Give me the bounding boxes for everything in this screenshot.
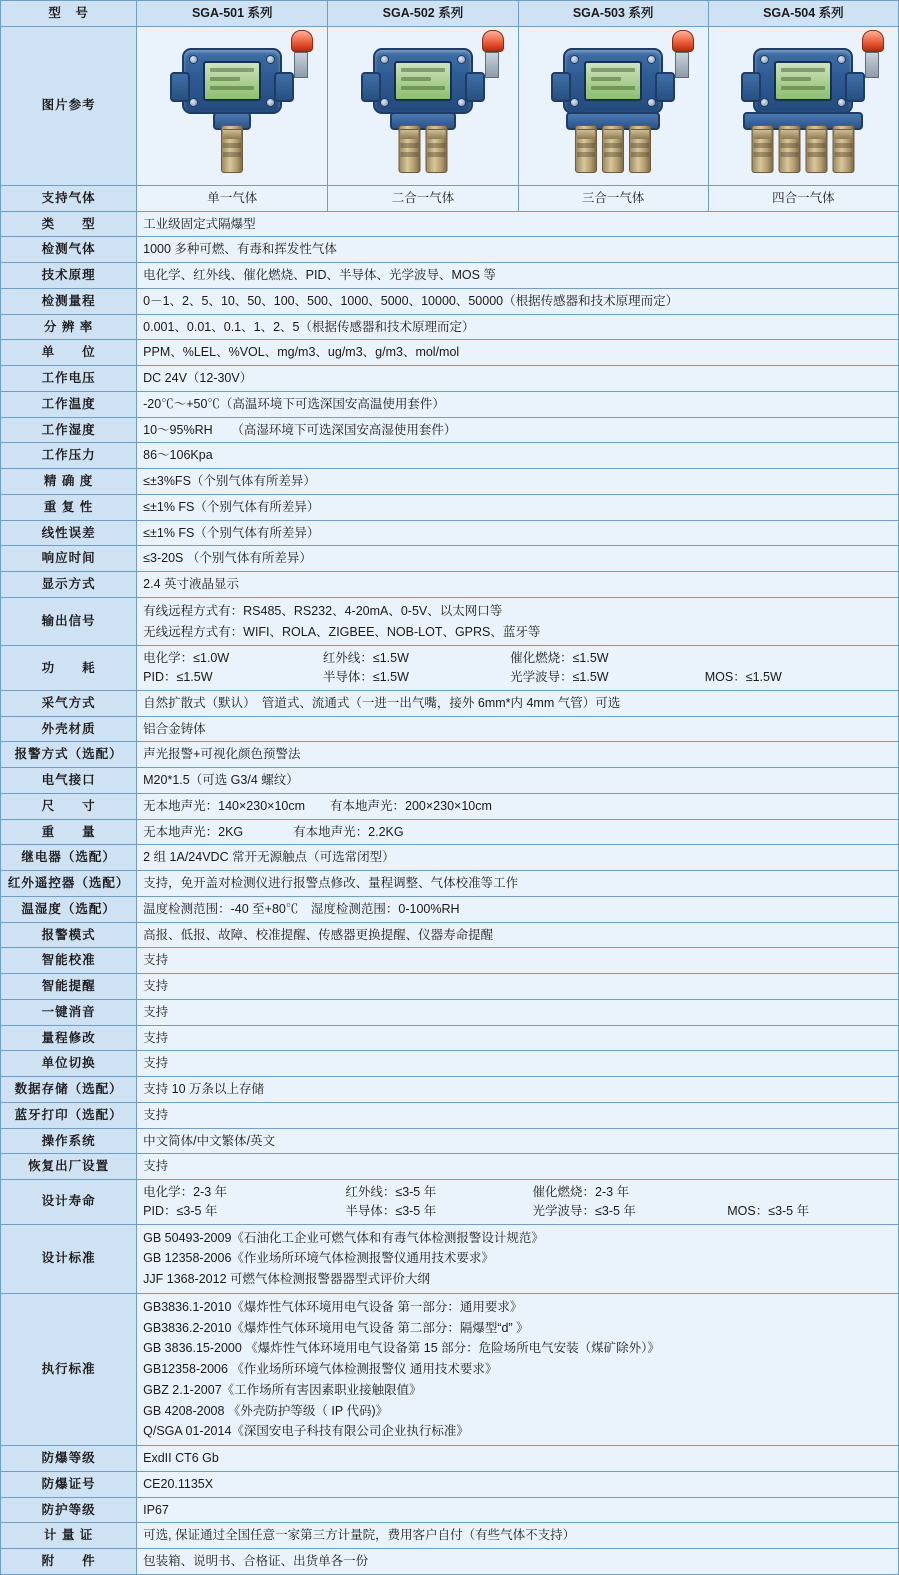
execution-standard-item: GB 3836.15-2000 《爆炸性气体环境用电气设备第 15 部分：危险场所电气安装（煤矿除外）》 [143, 1341, 660, 1356]
row-value: 10～95%RH （高湿环境下可选深国安高湿使用套件） [137, 417, 899, 443]
row-value: 支持 [137, 974, 899, 1000]
table-row-model [1, 1, 899, 27]
row-value: IP67 [137, 1497, 899, 1523]
sensor-probe [575, 125, 597, 173]
table-row [1, 1471, 899, 1497]
row-label: 蓝牙打印（选配） [1, 1102, 137, 1128]
row-value: M20*1.5（可选 G3/4 螺纹） [137, 768, 899, 794]
sensor-probe [398, 125, 420, 173]
table-row [1, 520, 899, 546]
table-row [1, 690, 899, 716]
sensor-probe-group [575, 125, 651, 173]
sensor-probe [806, 125, 828, 173]
row-value: DC 24V（12-30V） [137, 366, 899, 392]
design-standard-item: GB 50493-2009《石油化工企业可燃气体和有毒气体检测报警设计规范》 [143, 1230, 544, 1245]
row-label: 单 位 [1, 340, 137, 366]
detector-housing [182, 48, 282, 114]
table-row-design-standard [1, 1224, 899, 1293]
table-row [1, 494, 899, 520]
row-value: 0－1、2、5、10、50、100、500、1000、5000、10000、50000（根据传感器和技术原理而定） [137, 288, 899, 314]
row-value: ≤3-20S （个别气体有所差异） [137, 546, 899, 572]
row-value: 电化学、红外线、催化燃烧、PID、半导体、光学波导、MOS 等 [137, 263, 899, 289]
row-value: 可选, 保证通过全国任意一家第三方计量院，费用客户自付（有些气体不支持） [137, 1523, 899, 1549]
table-row [1, 1128, 899, 1154]
row-value: ≤±3%FS（个别气体有所差异） [137, 469, 899, 495]
row-value: CE20.1135X [137, 1471, 899, 1497]
row-value: 支持 [137, 1051, 899, 1077]
row-label-output-signal: 输出信号 [1, 597, 137, 646]
table-row [1, 572, 899, 598]
detector-housing [753, 48, 853, 114]
row-label: 单位切换 [1, 1051, 137, 1077]
table-row [1, 922, 899, 948]
row-label: 报警模式 [1, 922, 137, 948]
row-label: 防爆证号 [1, 1471, 137, 1497]
device-image-4 [708, 26, 898, 185]
gas-support-cell-3: 三合一气体 [518, 185, 708, 211]
row-label: 继电器（选配） [1, 845, 137, 871]
table-row-output-signal [1, 597, 899, 646]
power-item: 光学波导：≤1.5W [510, 670, 609, 684]
row-label: 显示方式 [1, 572, 137, 598]
row-value: -20℃～+50℃（高温环境下可选深国安高温使用套件） [137, 391, 899, 417]
mount-bracket-left [361, 72, 381, 102]
output-signal-wireless: 无线远程方式有：WIFI、ROLA、ZIGBEE、NOB-LOT、GPRS、蓝牙等 [143, 624, 541, 639]
life-item: 半导体：≤3-5 年 [345, 1203, 437, 1218]
row-label: 电气接口 [1, 768, 137, 794]
row-value: ≤±1% FS（个别气体有所差异） [137, 494, 899, 520]
life-item: 光学波导：≤3-5 年 [532, 1203, 636, 1218]
row-label: 数据存储（选配） [1, 1077, 137, 1103]
model-cell-4: SGA-504 系列 [708, 1, 898, 27]
life-item: PID：≤3-5 年 [143, 1203, 218, 1218]
mount-bracket-right [274, 72, 294, 102]
row-label-design-standard: 设计标准 [1, 1224, 137, 1293]
gas-support-cell-1: 单一气体 [137, 185, 328, 211]
table-row [1, 716, 899, 742]
row-label: 报警方式（选配） [1, 742, 137, 768]
model-cell-2: SGA-502 系列 [328, 1, 518, 27]
row-value: ≤±1% FS（个别气体有所差异） [137, 520, 899, 546]
table-row [1, 417, 899, 443]
table-row [1, 742, 899, 768]
design-standard-item: GB 12358-2006《作业场所环境气体检测报警仪通用技术要求》 [143, 1251, 494, 1266]
row-value-power [137, 646, 899, 691]
lcd-display [203, 61, 261, 101]
row-value: 无本地声光：2KG 有本地声光：2.2KG [137, 819, 899, 845]
table-row [1, 288, 899, 314]
device-image-2 [328, 26, 518, 185]
table-row [1, 974, 899, 1000]
row-label: 智能校准 [1, 948, 137, 974]
execution-standard-item: GB12358-2006 《作业场所环境气体检测报警仪 通用技术要求》 [143, 1362, 498, 1376]
design-standard-item: JJF 1368-2012 可燃气体检测报警器器型式评价大纲 [143, 1272, 431, 1286]
sensor-probe-group [221, 125, 243, 173]
row-value: PPM、%LEL、%VOL、mg/m3、ug/m3、g/m3、mol/mol [137, 340, 899, 366]
row-label: 响应时间 [1, 546, 137, 572]
power-item: 半导体：≤1.5W [322, 670, 409, 684]
life-item: 催化燃烧：2-3 年 [532, 1185, 630, 1199]
row-label: 精 确 度 [1, 469, 137, 495]
row-value: 0.001、0.01、0.1、1、2、5（根据传感器和技术原理而定） [137, 314, 899, 340]
life-item-empty [727, 1183, 892, 1202]
table-row-images [1, 26, 899, 185]
mount-bracket-left [551, 72, 571, 102]
row-label: 附 件 [1, 1549, 137, 1575]
row-value: 支持 10 万条以上存储 [137, 1077, 899, 1103]
table-row [1, 314, 899, 340]
row-value-design-life [137, 1180, 899, 1225]
life-item: MOS：≤3-5 年 [727, 1203, 810, 1218]
row-label: 重 复 性 [1, 494, 137, 520]
row-value: 86～106Kpa [137, 443, 899, 469]
sensor-probe [602, 125, 624, 173]
table-row [1, 896, 899, 922]
row-value: 声光报警+可视化颜色预警法 [137, 742, 899, 768]
gas-detector-illustration [718, 30, 888, 175]
power-item: MOS：≤1.5W [704, 670, 782, 684]
sensor-probe [833, 125, 855, 173]
table-row [1, 768, 899, 794]
row-value-output-signal [137, 597, 899, 646]
gas-detector-illustration [338, 30, 508, 175]
sensor-probe [221, 125, 243, 173]
sensor-probe [779, 125, 801, 173]
gas-support-cell-4: 四合一气体 [708, 185, 898, 211]
table-row [1, 237, 899, 263]
table-row [1, 443, 899, 469]
model-cell-1: SGA-501 系列 [137, 1, 328, 27]
row-label: 分 辨 率 [1, 314, 137, 340]
row-label: 红外遥控器（选配） [1, 871, 137, 897]
table-row-design-life [1, 1180, 899, 1225]
table-row-power [1, 646, 899, 691]
table-row [1, 999, 899, 1025]
row-value: 高报、低报、故障、校准提醒、传感器更换提醒、仪器寿命提醒 [137, 922, 899, 948]
row-label-model: 型 号 [1, 1, 137, 27]
gas-detector-illustration [147, 30, 317, 175]
mount-bracket-right [845, 72, 865, 102]
row-label-gas-support: 支持气体 [1, 185, 137, 211]
table-row [1, 819, 899, 845]
row-value: 铝合金铸体 [137, 716, 899, 742]
row-value: 支持 [137, 1025, 899, 1051]
mount-bracket-right [465, 72, 485, 102]
sensor-probe [752, 125, 774, 173]
row-label: 采气方式 [1, 690, 137, 716]
table-row [1, 546, 899, 572]
sensor-probe [629, 125, 651, 173]
table-row [1, 1446, 899, 1472]
sensor-probe [425, 125, 447, 173]
table-row-gas-support [1, 185, 899, 211]
table-row [1, 1051, 899, 1077]
row-value-execution-standard [137, 1293, 899, 1445]
alarm-lamp-icon [482, 30, 502, 74]
table-row [1, 1102, 899, 1128]
row-value: 自然扩散式（默认） 管道式、流通式（一进一出气嘴，接外 6mm*内 4mm 气管）可选 [137, 690, 899, 716]
lcd-display [774, 61, 832, 101]
row-label-design-life: 设计寿命 [1, 1180, 137, 1225]
row-value: 支持 [137, 1154, 899, 1180]
row-value: 支持 [137, 1102, 899, 1128]
output-signal-wired: 有线远程方式有：RS485、RS232、4-20mA、0-5V、以太网口等 [143, 603, 503, 618]
table-row [1, 366, 899, 392]
row-label: 尺 寸 [1, 793, 137, 819]
sensor-probe-group [752, 125, 855, 173]
mount-bracket-left [741, 72, 761, 102]
power-item: 红外线：≤1.5W [322, 651, 409, 666]
row-label: 线性误差 [1, 520, 137, 546]
row-value: 支持 [137, 948, 899, 974]
power-item-empty [705, 649, 892, 668]
table-row [1, 1497, 899, 1523]
lcd-display [394, 61, 452, 101]
row-label: 防爆等级 [1, 1446, 137, 1472]
execution-standard-item: GB3836.1-2010《爆炸性气体环境用电气设备 第一部分：通用要求》 [143, 1299, 523, 1314]
gas-support-cell-2: 二合一气体 [328, 185, 518, 211]
alarm-lamp-icon [862, 30, 882, 74]
execution-standard-item: GBZ 2.1-2007《工作场所有害因素职业接触限值》 [143, 1382, 422, 1397]
row-label: 恢复出厂设置 [1, 1154, 137, 1180]
row-label: 一键消音 [1, 999, 137, 1025]
row-label: 工作压力 [1, 443, 137, 469]
row-label: 重 量 [1, 819, 137, 845]
model-cell-3: SGA-503 系列 [518, 1, 708, 27]
device-image-3 [518, 26, 708, 185]
alarm-lamp-icon [672, 30, 692, 74]
table-row [1, 391, 899, 417]
row-label: 计 量 证 [1, 1523, 137, 1549]
gas-detector-illustration [528, 30, 698, 175]
table-row [1, 1154, 899, 1180]
row-value: ExdII CT6 Gb [137, 1446, 899, 1472]
table-row [1, 1077, 899, 1103]
row-label: 工作电压 [1, 366, 137, 392]
row-label: 技术原理 [1, 263, 137, 289]
table-row [1, 1549, 899, 1575]
row-label: 量程修改 [1, 1025, 137, 1051]
power-item: 催化燃烧：≤1.5W [510, 651, 609, 666]
row-value-design-standard [137, 1224, 899, 1293]
row-value: 2 组 1A/24VDC 常开无源触点（可选常闭型） [137, 845, 899, 871]
row-value: 中文简体/中文繁体/英文 [137, 1128, 899, 1154]
table-row [1, 1523, 899, 1549]
power-item: PID：≤1.5W [143, 670, 213, 684]
detector-housing [373, 48, 473, 114]
alarm-lamp-icon [291, 30, 311, 74]
row-value: 2.4 英寸液晶显示 [137, 572, 899, 598]
row-label: 工作湿度 [1, 417, 137, 443]
row-label: 工作温度 [1, 391, 137, 417]
table-row [1, 211, 899, 237]
life-item: 红外线：≤3-5 年 [345, 1185, 437, 1199]
sensor-probe-group [398, 125, 447, 173]
row-value: 支持 [137, 999, 899, 1025]
execution-standard-item: Q/SGA 01-2014《深国安电子科技有限公司企业执行标准》 [143, 1424, 469, 1439]
life-item: 电化学：2-3 年 [143, 1185, 228, 1199]
table-row [1, 469, 899, 495]
table-row [1, 948, 899, 974]
row-label-images: 图片参考 [1, 26, 137, 185]
detector-housing [563, 48, 663, 114]
table-row [1, 793, 899, 819]
mount-bracket-left [170, 72, 190, 102]
table-row [1, 871, 899, 897]
row-value: 1000 多种可燃、有毒和挥发性气体 [137, 237, 899, 263]
row-value: 温度检测范围：-40 至+80℃ 湿度检测范围：0-100%RH [137, 896, 899, 922]
row-label-execution-standard: 执行标准 [1, 1293, 137, 1445]
power-item: 电化学：≤1.0W [143, 651, 230, 666]
lcd-display [584, 61, 642, 101]
row-label: 防护等级 [1, 1497, 137, 1523]
row-label-power: 功 耗 [1, 646, 137, 691]
row-label: 检测量程 [1, 288, 137, 314]
row-value: 包装箱、说明书、合格证、出货单各一份 [137, 1549, 899, 1575]
row-label: 温湿度（选配） [1, 896, 137, 922]
mount-bracket-right [655, 72, 675, 102]
table-row [1, 845, 899, 871]
row-value: 支持，免开盖对检测仪进行报警点修改、量程调整、气体校准等工作 [137, 871, 899, 897]
execution-standard-item: GB 4208-2008 《外壳防护等级（ IP 代码)》 [143, 1403, 389, 1418]
row-value: 工业级固定式隔爆型 [137, 211, 899, 237]
row-label: 类 型 [1, 211, 137, 237]
table-row [1, 263, 899, 289]
device-image-1 [137, 26, 328, 185]
table-row [1, 1025, 899, 1051]
row-label: 智能提醒 [1, 974, 137, 1000]
table-row-execution-standard [1, 1293, 899, 1445]
table-row [1, 340, 899, 366]
row-label: 外壳材质 [1, 716, 137, 742]
row-label: 操作系统 [1, 1128, 137, 1154]
execution-standard-item: GB3836.2-2010《爆炸性气体环境用电气设备 第二部分：隔爆型“d” 》 [143, 1320, 529, 1335]
row-label: 检测气体 [1, 237, 137, 263]
row-value: 无本地声光：140×230×10cm 有本地声光：200×230×10cm [137, 793, 899, 819]
